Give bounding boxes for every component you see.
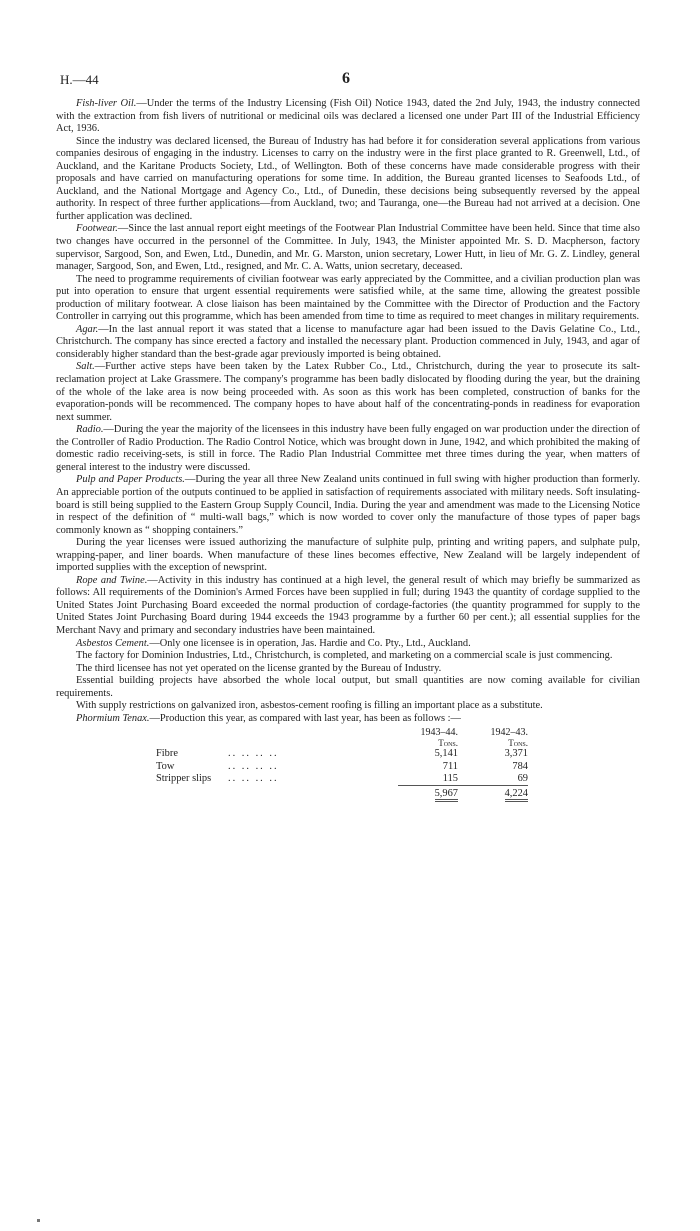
leader-dots: .. .. .. .. (228, 748, 279, 760)
value-1942-43: 784 (512, 760, 528, 772)
document-body (56, 98, 640, 801)
total-rule (458, 785, 528, 800)
paragraph: Since the industry was declared licensed, the Bureau of Industry has had before it for consideration several applications from various companies desirous of engaging in the industry. Licenses to carry on the industry were in the first place granted to R. Greenwell, Ltd., of Auckland, and the Karitane Products Society, Ltd., of Wellington. Both of these concerns have made considerable progress with their proposals and have carried on manufacturing operations for some time. In addition, the Bureau granted licenses to Seafoods Ltd., of Auckland, and the National Mortgage and Agency Co., Ltd., of Dunedin, these decisions being subsequently reversed by the appeal authority. In respect of three further applications—from Auckland, two; and Tauranga, one—the Bureau had not arrived at a decision. One further application was declined. (56, 135, 640, 222)
text: —During the year the majority of the licensees in this industry have been fully engaged on war production under the direction of the Controller of Radio Production. The Radio Control Notice, which was brought down in June, 1942, and which prohibited the making of domestic radio receiving-sets, is still in force. The Radio Plan Industrial Committee met three times during the year, when matters of general interest to the industry were discussed. (56, 424, 640, 473)
page-speck (37, 1219, 40, 1222)
document-page (56, 70, 640, 801)
total-1943-44: 5,967 (435, 788, 458, 802)
text: —Under the terms of the Industry Licensing (Fish Oil) Notice 1943, dated the 2nd July, 1943, the industry connected with the extraction from fish livers of nutritional or medicinal oils was declared a licensed one under Part III of the Industrial Efficiency Act, 1936. (56, 98, 640, 135)
row-label: Stripper slips (156, 772, 212, 784)
heading-phormium: Phormium Tenax. (76, 712, 150, 724)
heading-salt: Salt. (76, 361, 95, 373)
text: —Since the last annual report eight meetings of the Footwear Plan Industrial Committee have been held. Since that time also two changes have occurred in the personnel of the Committee. In July, 1943, the Minister appointed Mr. S. D. Macpherson, factory supervisor, Sargood, Son, and Ewen, Ltd., Dunedin, and Mr. G. Marston, union secretary, Lower Hutt, in lieu of Mr. G. Z. Lindley, general manager, Sargood, Son, and Ewen, Ltd., resigned, and Mr. C. A. Watts, union secretary, deceased. (56, 223, 640, 273)
value-1942-43: 69 (517, 772, 528, 784)
phormium-production-table (156, 727, 528, 800)
paragraph: The need to programme requirements of civilian footwear was early appreciated by the Committee, and a civilian production plan was put into operation to ensure that urgent essential requirements were satisfied while, at the same time, allowing the greatest possible production of military footwear. A close liaison has been maintained by the Committee with the Director of Production and the Factory Controller in carrying out this programme, which has been amended from time to time as required to meet changes in military requirements. (56, 273, 640, 323)
paragraph-phormium (56, 713, 640, 726)
paragraph-salt (56, 361, 640, 424)
row-label: Tow (156, 760, 175, 772)
paragraph-footwear (56, 223, 640, 273)
text: —During the year all three New Zealand units continued in full swing with higher production than formerly. An appreciable portion of the outputs continued to be applied in satisfaction of requirements associated with military needs. Soft insulating-board is still being supplied to the Eastern Group Supply Council, India. During the year and amendment was made to the Licensing Notice in respect of the definition of “ multi-wall bags,” which is now worded to cover only the manufacture of those types of paper bags commonly known as “ shopping containers.” (56, 474, 640, 536)
value-1943-44: 5,141 (434, 748, 458, 760)
total-rule (398, 785, 458, 800)
paragraph-pulp (56, 474, 640, 537)
page-number: 6 (342, 70, 350, 87)
heading-fish-liver: Fish-liver Oil. (76, 98, 137, 109)
paragraph-fish-liver (56, 98, 640, 136)
page-header (56, 70, 640, 92)
heading-asbestos: Asbestos Cement. (76, 637, 150, 649)
paragraph: The third licensee has not yet operated on the license granted by the Bureau of Industry. (76, 662, 442, 674)
paragraph-radio (56, 424, 640, 474)
document-reference: H.—44 (60, 72, 99, 87)
paragraph: Essential building projects have absorbed the whole local output, but small quantities are now coming available for civilian requirements. (56, 675, 640, 699)
leader-dots: .. .. .. .. (228, 772, 279, 784)
text: —Activity in this industry has continued at a high level, the general result of which may briefly be summarized as follows: All requirements of the Dominion's Armed Forces have been supplied in full; during 1943 the quantity of cordage supplied to the United States Joint Purchasing Board exceeded the normal production of cordage-factories (the quantity programmed for supply to the United States Joint Purchasing Board during 1944 exceeds the 1943 programme by a further 60 per cent.); all essential supplies for the Merchant Navy and primary and secondary industries have been maintained. (56, 574, 640, 636)
value-1943-44: 711 (442, 760, 458, 772)
heading-agar: Agar. (76, 323, 99, 335)
table-row (156, 748, 528, 760)
column-header-1943-44: 1943–44. (420, 727, 458, 739)
row-label: Fibre (156, 748, 178, 760)
text: —Production this year, as compared with last year, has been as follows :— (149, 712, 461, 724)
table-header-row (156, 727, 528, 738)
paragraph-rope (56, 575, 640, 638)
heading-pulp: Pulp and Paper Products. (76, 474, 185, 486)
text: —Further active steps have been taken by the Latex Rubber Co., Ltd., Christchurch, during the year to prosecute its salt-reclamation project at Lake Grassmere. The company's programme has been badly dislocated by flooding during the year, but the draining of the whole of the lake area is now being proceeded with. As soon as this work has been completed, construction of banks for the evaporation-ponds will be recommenced. The company hopes to have about half of the concentrating-ponds in readiness for evaporation next summer. (56, 361, 640, 423)
table-total-row (156, 785, 528, 800)
text: —Only one licensee is in operation, Jas. Hardie and Co. Pty., Ltd., Auckland. (149, 637, 471, 649)
unit-label: Tons. (508, 738, 528, 749)
paragraph: During the year licenses were issued authorizing the manufacture of sulphite pulp, printing and writing papers, and sulphate pulp, wrapping-paper, and liner boards. When manufacture of these lines becomes effective, New Zealand will be largely independent of imported supplies with the exception of newsprint. (56, 537, 640, 574)
heading-radio: Radio. (76, 424, 104, 436)
column-header-1942-43: 1942–43. (490, 727, 528, 739)
paragraph: With supply restrictions on galvanized iron, asbestos-cement roofing is filling an important place as a substitute. (76, 700, 543, 712)
heading-footwear: Footwear. (76, 223, 118, 235)
unit-label: Tons. (438, 738, 458, 749)
table-unit-row (156, 738, 528, 748)
heading-rope: Rope and Twine. (76, 574, 148, 586)
paragraph: The factory for Dominion Industries, Ltd., Christchurch, is completed, and marketing on a commercial scale is just commencing. (76, 650, 613, 662)
value-1942-43: 3,371 (504, 748, 528, 760)
leader-dots: .. .. .. .. (228, 760, 279, 772)
text: —In the last annual report it was stated that a license to manufacture agar had been issued to the Davis Gelatine Co., Ltd., Christchurch. The company has since erected a factory and installed the necessary plant. Production commenced in July, 1943, and agar of considerably higher standard than the best-grade agar previously imported is being obtained. (56, 323, 640, 360)
value-1943-44: 115 (442, 772, 458, 784)
paragraph-asbestos (56, 638, 640, 651)
table-row (156, 773, 528, 785)
paragraph-agar (56, 324, 640, 362)
total-1942-43: 4,224 (505, 788, 528, 802)
table-row (156, 761, 528, 773)
